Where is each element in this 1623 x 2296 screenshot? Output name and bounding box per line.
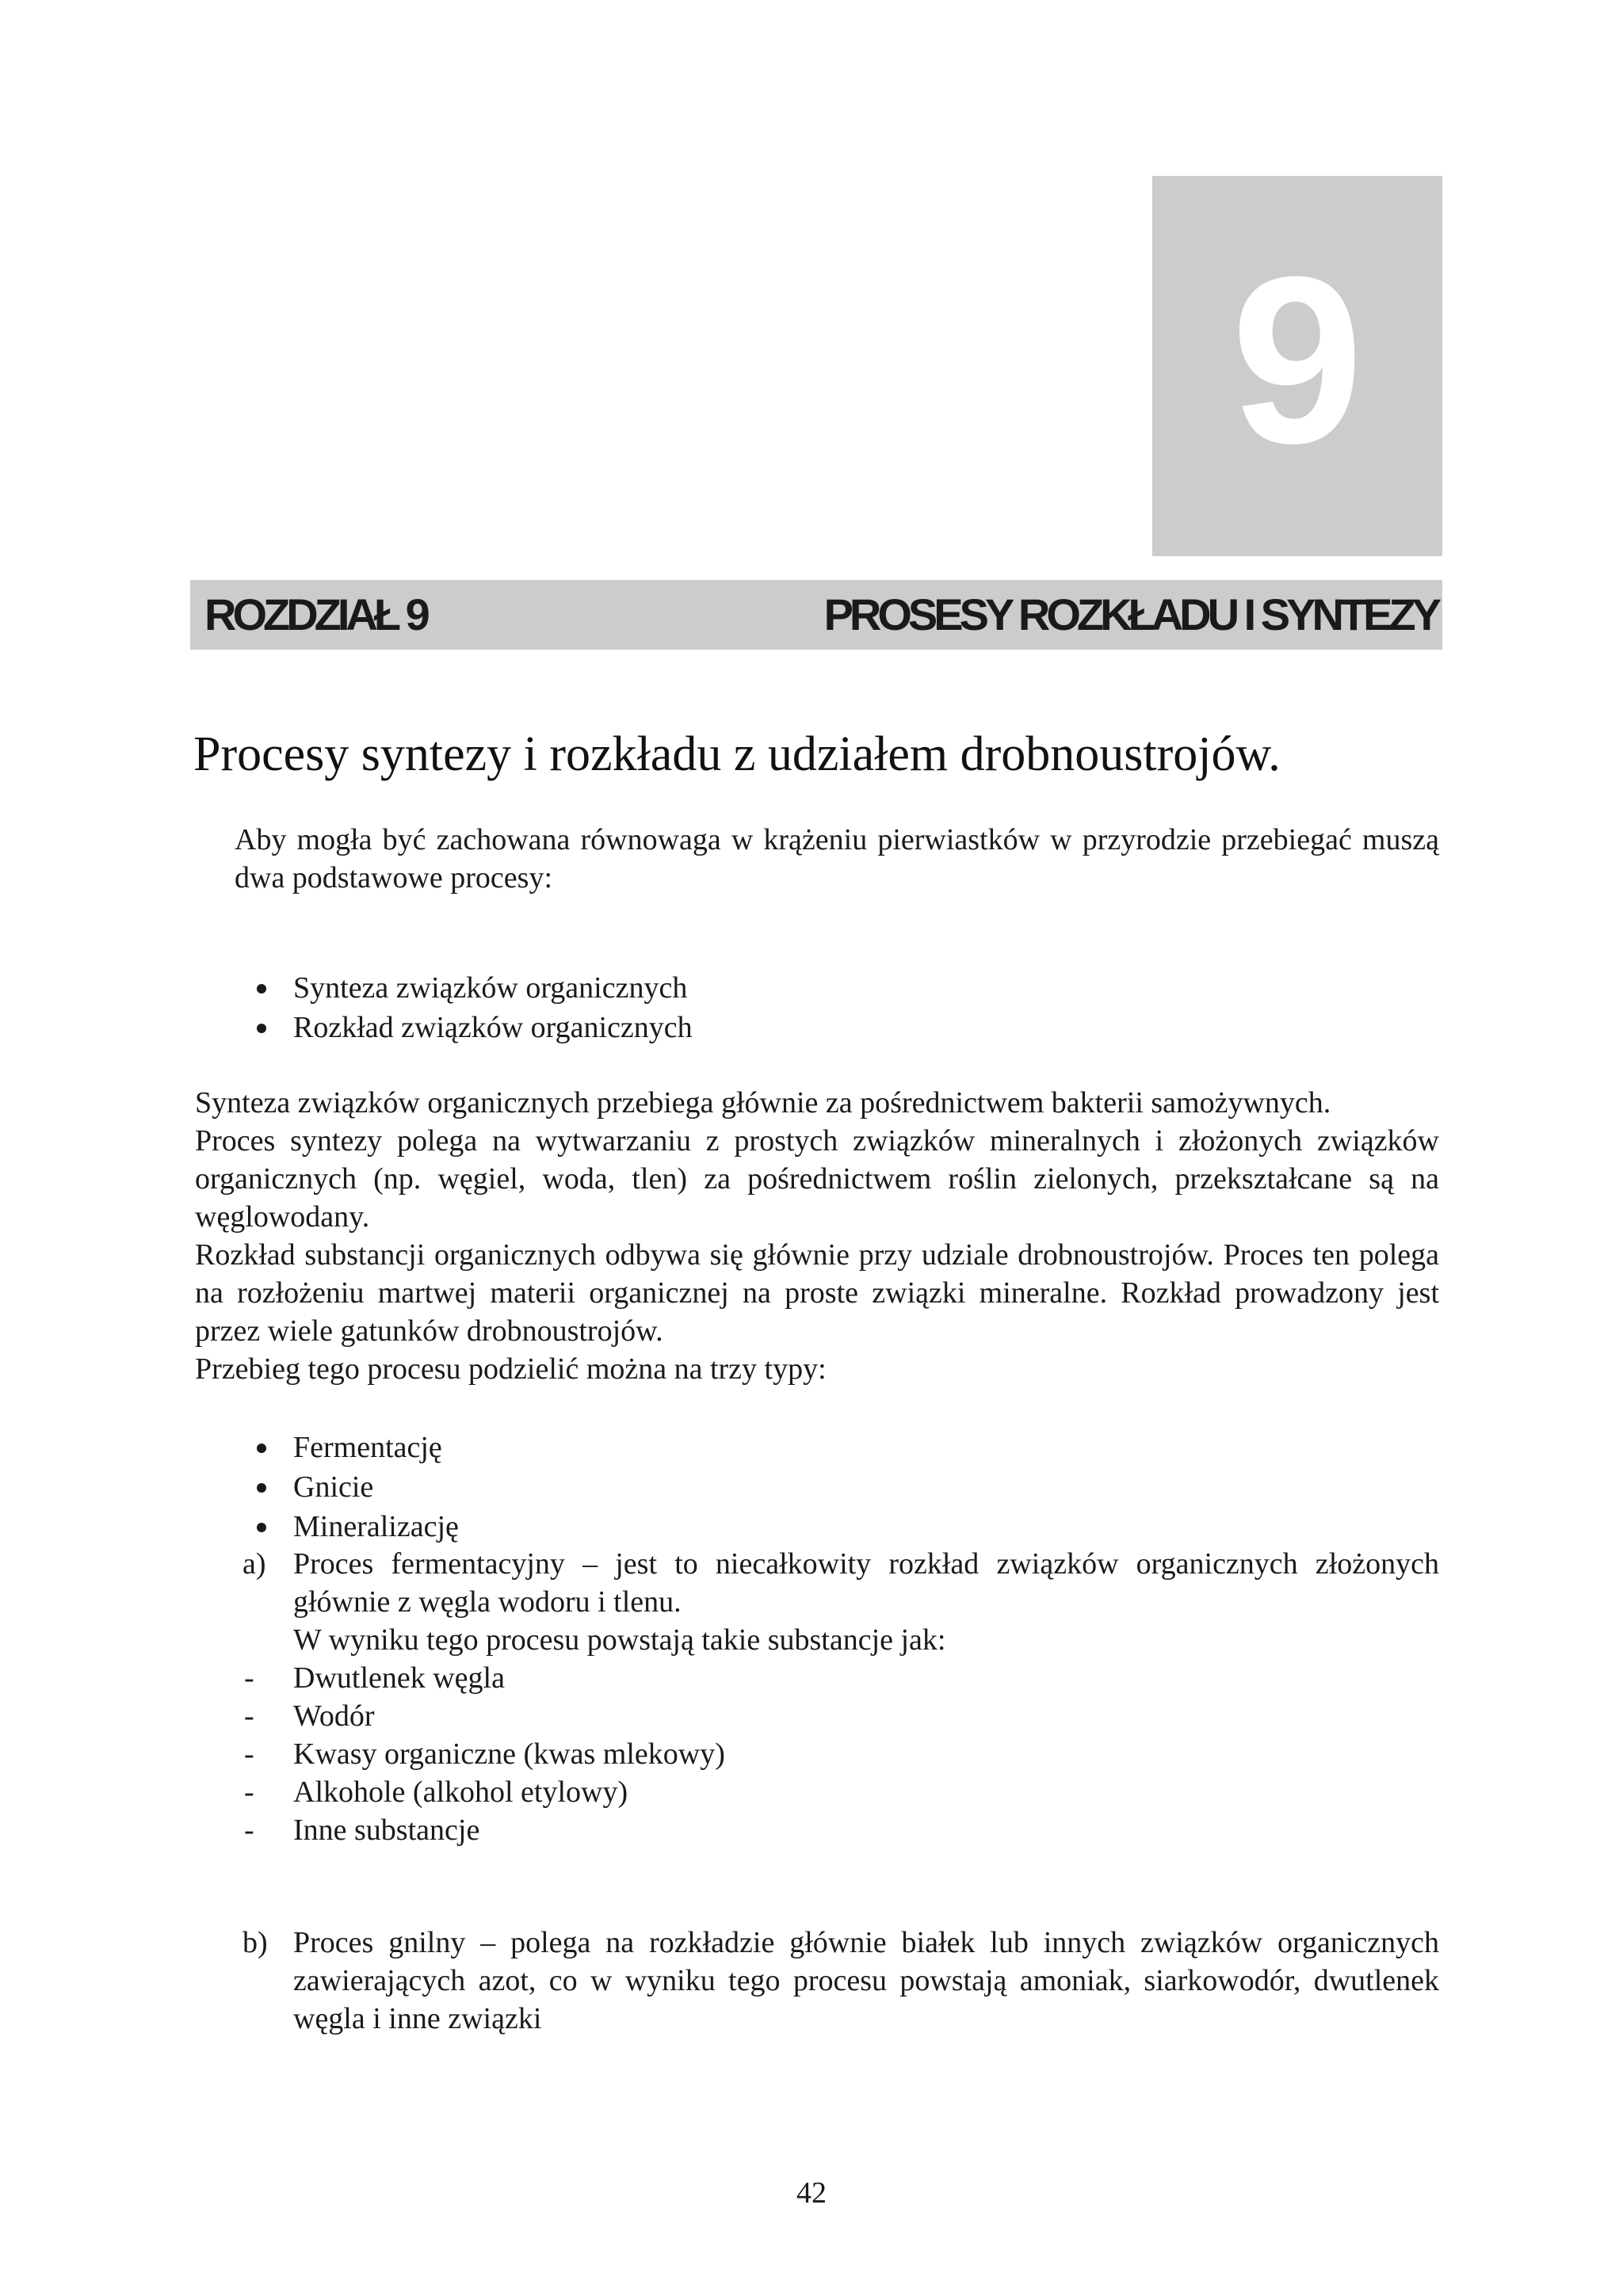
body-line: Przebieg tego procesu podzielić można na trzy typy:: [195, 1352, 827, 1386]
list-item: Rozkład związków organicznych: [249, 1008, 693, 1047]
item-text: Proces fermentacyjny – jest to niecałkowity rozkład związków organicznych złożonych głównie z węgla wodoru i tlenu.: [293, 1547, 1439, 1619]
list-item-text: Inne substancje: [293, 1814, 480, 1847]
list-item-text: Dwutlenek węgla: [293, 1661, 505, 1695]
item-a-fermentation: [242, 1545, 1439, 1659]
substance-list: [244, 1659, 725, 1849]
dash-marker: -: [244, 1814, 254, 1847]
process-list: [249, 968, 693, 1047]
list-item: Mineralizację: [249, 1507, 459, 1547]
list-item-text: Kwasy organiczne (kwas mlekowy): [293, 1737, 725, 1771]
item-b-putrefaction: [242, 1924, 1439, 2038]
list-item: [244, 1773, 725, 1811]
chapter-number-block: [1152, 176, 1442, 556]
list-item: [244, 1811, 725, 1849]
list-item: Gnicie: [249, 1467, 459, 1507]
dash-marker: -: [244, 1699, 254, 1733]
list-item: Synteza związków organicznych: [249, 968, 693, 1008]
intro-paragraph: Aby mogła być zachowana równowaga w krążeniu pierwiastków w przyrodzie przebiegać muszą dwa podstawowe procesy:: [235, 823, 1439, 894]
chapter-title: PROSESY ROZKŁADU I SYNTEZY: [823, 589, 1438, 639]
item-subtext: W wyniku tego procesu powstają takie substancje jak:: [293, 1623, 946, 1657]
body-line: Proces syntezy polega na wytwarzaniu z prostych związków mineralnych i złożonych związków organicznych (np. węgiel, woda, tlen) za pośrednictwem roślin zielonych, przekształcane są na węglowodany.: [195, 1124, 1439, 1234]
list-item: [244, 1659, 725, 1697]
body-line: Rozkład substancji organicznych odbywa się głównie przy udziale drobnoustrojów. Proces ten polega na rozłożeniu martwej materii organicznej na proste związki mineralne. Rozkład prowadzony jest przez wiele gatunków drobnoustrojów.: [195, 1238, 1439, 1348]
list-item: [244, 1735, 725, 1773]
page-number: 42: [796, 2176, 827, 2210]
item-marker: a): [242, 1547, 266, 1581]
dash-marker: -: [244, 1737, 254, 1771]
list-item-text: Alkohole (alkohol etylowy): [293, 1775, 628, 1809]
chapter-header-bar: [190, 580, 1442, 650]
list-item: Fermentację: [249, 1428, 459, 1467]
dash-marker: -: [244, 1775, 254, 1809]
list-item: [244, 1697, 725, 1735]
body-paragraphs: [195, 1084, 1439, 1388]
chapter-number: 9: [1231, 227, 1364, 493]
item-text: Proces gnilny – polega na rozkładzie głównie białek lub innych związków organicznych zawierających azot, co w wyniku tego procesu powstają amoniak, siarkowodór, dwutlenek węgla i inne związki: [293, 1926, 1439, 2035]
list-item-text: Wodór: [293, 1699, 375, 1733]
chapter-label: ROZDZIAŁ 9: [204, 589, 426, 639]
body-line: Synteza związków organicznych przebiega głównie za pośrednictwem bakterii samożywnych.: [195, 1086, 1331, 1119]
section-heading: Procesy syntezy i rozkładu z udziałem drobnoustrojów.: [193, 727, 1281, 781]
item-marker: b): [242, 1926, 268, 1959]
type-list: [249, 1428, 459, 1547]
dash-marker: -: [244, 1661, 254, 1695]
